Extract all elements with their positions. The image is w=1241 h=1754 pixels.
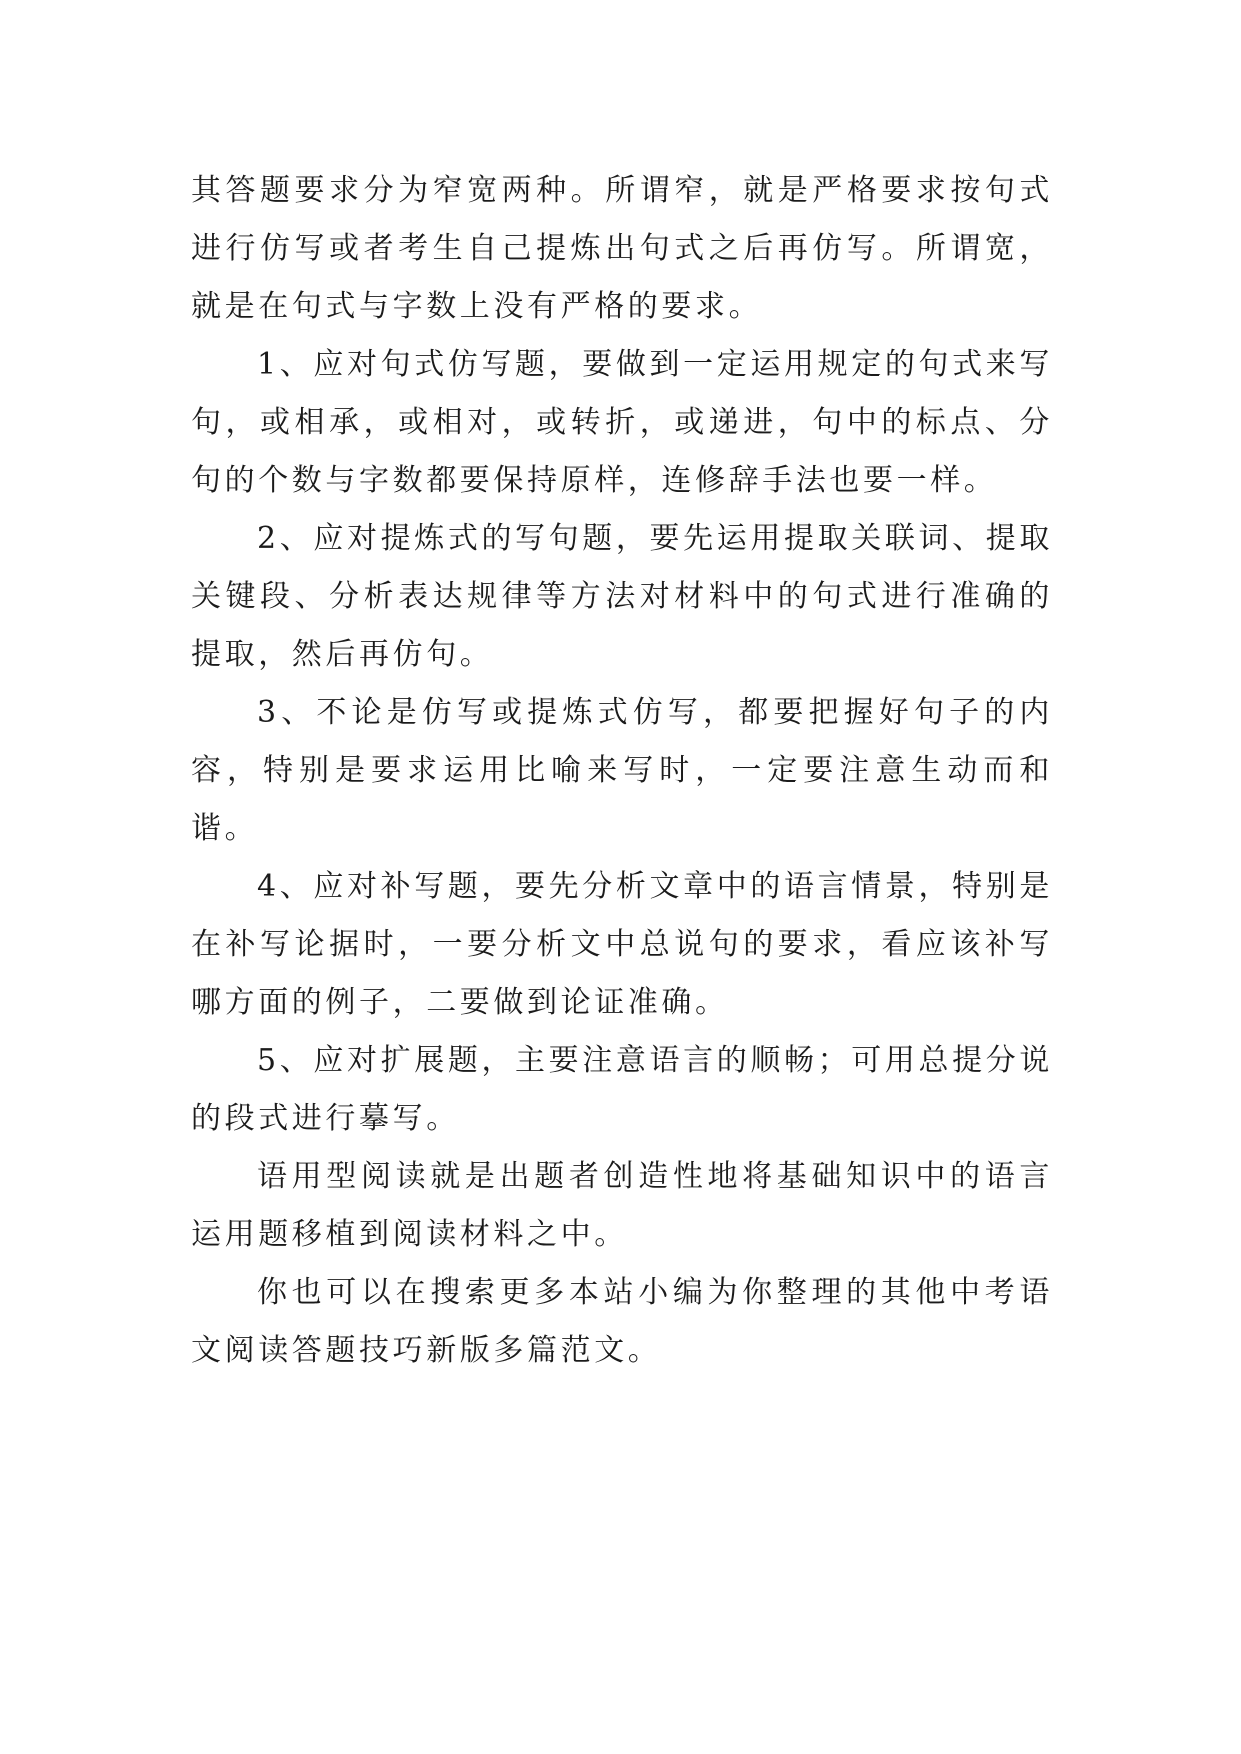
paragraph-tip-5: 5、应对扩展题，主要注意语言的顺畅；可用总提分说的段式进行摹写。 <box>191 1043 1053 1136</box>
document-body <box>191 162 1053 1380</box>
paragraph-tip-4: 4、应对补写题，要先分析文章中的语言情景，特别是在补写论据时，一要分析文中总说句的要求，看应该补写哪方面的例子，二要做到论证准确。 <box>191 869 1053 1020</box>
paragraph-closing: 你也可以在搜索更多本站小编为你整理的其他中考语文阅读答题技巧新版多篇范文。 <box>191 1275 1053 1368</box>
paragraph-intro: 其答题要求分为窄宽两种。所谓窄，就是严格要求按句式进行仿写或者考生自己提炼出句式之后再仿写。所谓宽，就是在句式与字数上没有严格的要求。 <box>191 173 1053 324</box>
paragraph-summary: 语用型阅读就是出题者创造性地将基础知识中的语言运用题移植到阅读材料之中。 <box>191 1159 1053 1252</box>
paragraph-tip-2: 2、应对提炼式的写句题，要先运用提取关联词、提取关键段、分析表达规律等方法对材料中的句式进行准确的提取，然后再仿句。 <box>191 521 1053 672</box>
paragraph-tip-3: 3、不论是仿写或提炼式仿写，都要把握好句子的内容，特别是要求运用比喻来写时，一定要注意生动而和谐。 <box>191 695 1053 846</box>
paragraph-tip-1: 1、应对句式仿写题，要做到一定运用规定的句式来写句，或相承，或相对，或转折，或递进，句中的标点、分句的个数与字数都要保持原样，连修辞手法也要一样。 <box>191 347 1053 498</box>
